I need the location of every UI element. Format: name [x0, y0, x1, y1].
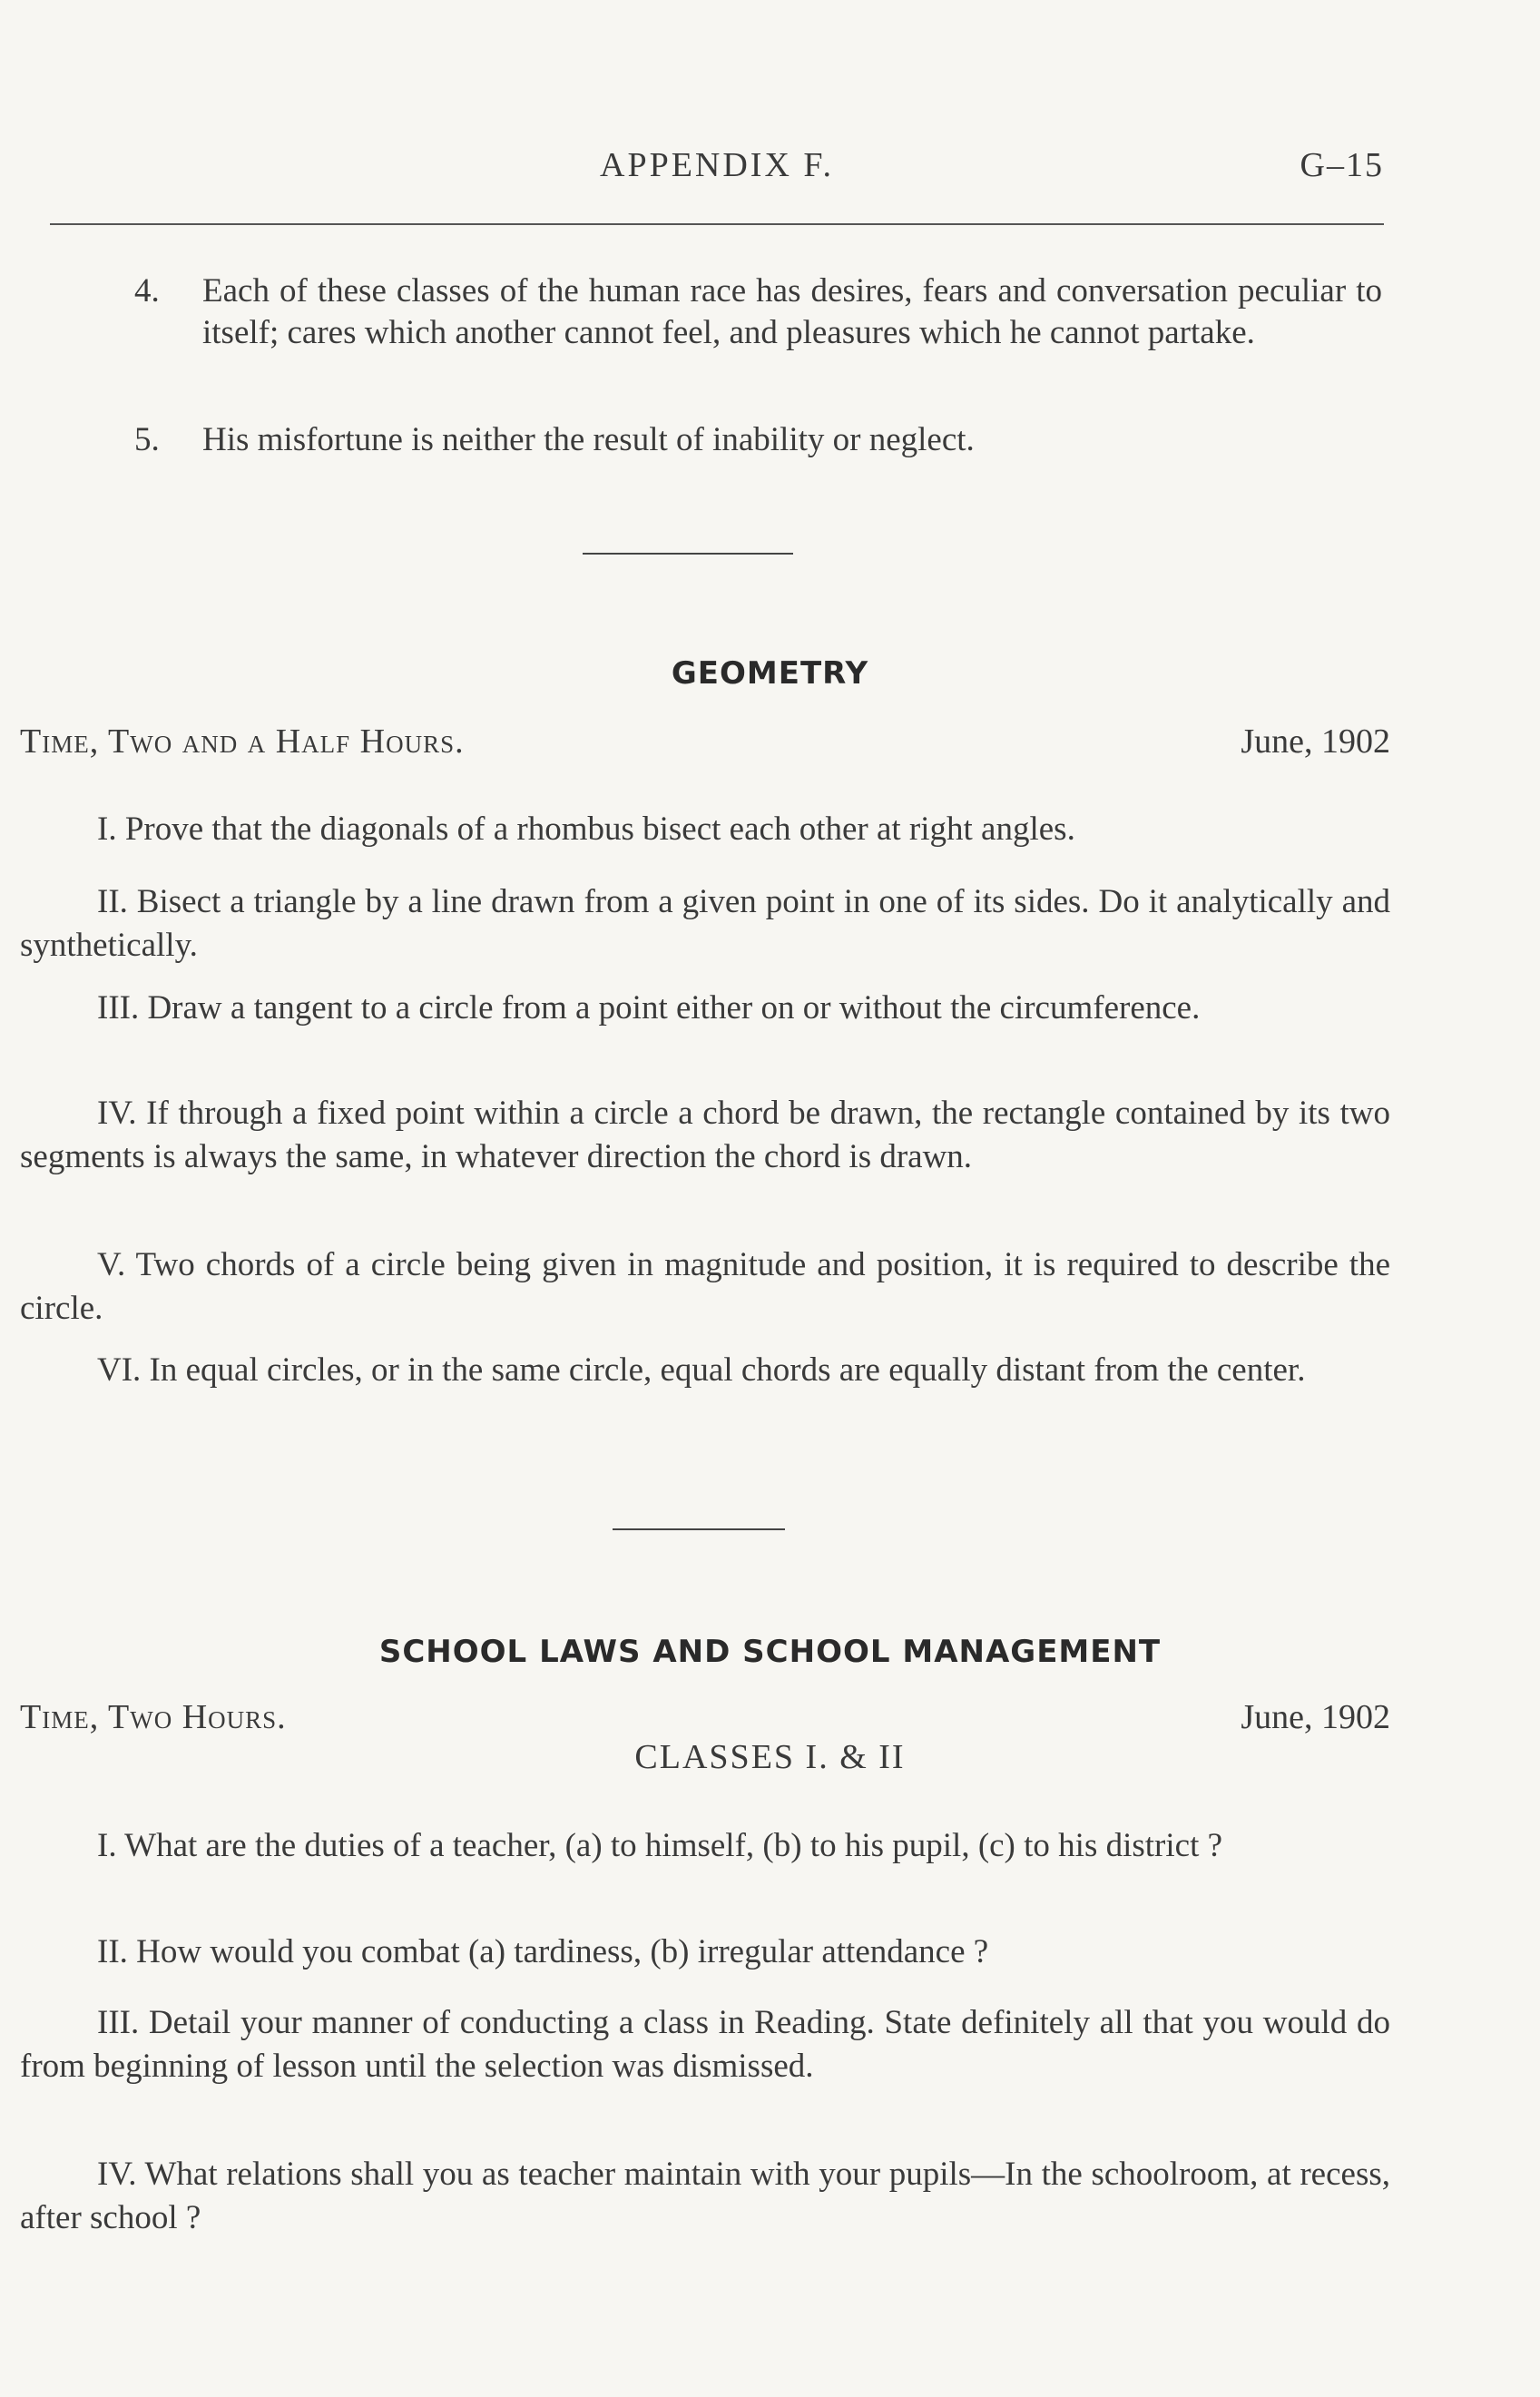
- question: VI. In equal circles, or in the same circle, equal chords are equally distant from the center.: [97, 1351, 1306, 1389]
- page-header: [50, 145, 1384, 200]
- exam-date: June, 1902: [1241, 1698, 1390, 1736]
- header-rule: [50, 223, 1384, 225]
- question: III. Detail your manner of conducting a class in Reading. State definitely all that you would do from beginning of lesson until the selection was dismissed.: [20, 2004, 1390, 2085]
- item-number: 4.: [134, 272, 160, 309]
- page-number: G–15: [1300, 146, 1384, 184]
- question: IV. If through a fixed point within a circle a chord be drawn, the rectangle contained by its two segments is always the same, in whatever direction the chord is drawn.: [20, 1095, 1390, 1175]
- geometry-heading: GEOMETRY: [671, 655, 869, 692]
- question: II. How would you combat (a) tardiness, (b) irregular attendance ?: [97, 1933, 989, 1970]
- item-number: 5.: [134, 421, 160, 458]
- list-item: [134, 419, 1382, 465]
- list-item: [134, 270, 1382, 398]
- classes-subheading: CLASSES I. & II: [634, 1738, 906, 1776]
- question: V. Two chords of a circle being given in magnitude and position, it is required to describe the circle.: [20, 1246, 1390, 1327]
- school-laws-heading: SCHOOL LAWS AND SCHOOL MANAGEMENT: [378, 1634, 1162, 1670]
- section-divider: [583, 553, 793, 555]
- running-title: APPENDIX F.: [600, 146, 834, 184]
- question: I. What are the duties of a teacher, (a) to himself, (b) to his pupil, (c) to his district ?: [97, 1827, 1223, 1864]
- question: I. Prove that the diagonals of a rhombus bisect each other at right angles.: [97, 810, 1075, 848]
- section-divider: [613, 1528, 785, 1530]
- geometry-time-line: [20, 722, 1390, 767]
- question: II. Bisect a triangle by a line drawn from a given point in one of its sides. Do it analytically and synthetically.: [20, 883, 1390, 964]
- question: IV. What relations shall you as teacher maintain with your pupils—In the schoolroom, at recess, after school ?: [20, 2156, 1390, 2236]
- question: III. Draw a tangent to a circle from a point either on or without the circumference.: [97, 989, 1201, 1027]
- school-laws-time-line: [20, 1697, 1390, 1743]
- item-text: His misfortune is neither the result of inability or neglect.: [202, 421, 975, 458]
- time-allowed: Time, Two Hours.: [20, 1698, 287, 1736]
- time-allowed: Time, Two and a Half Hours.: [20, 722, 465, 761]
- exam-date: June, 1902: [1241, 722, 1390, 761]
- item-text: Each of these classes of the human race has desires, fears and conversation peculiar to itself; cares which another cannot feel, and pleasures which he cannot partake.: [202, 272, 1382, 351]
